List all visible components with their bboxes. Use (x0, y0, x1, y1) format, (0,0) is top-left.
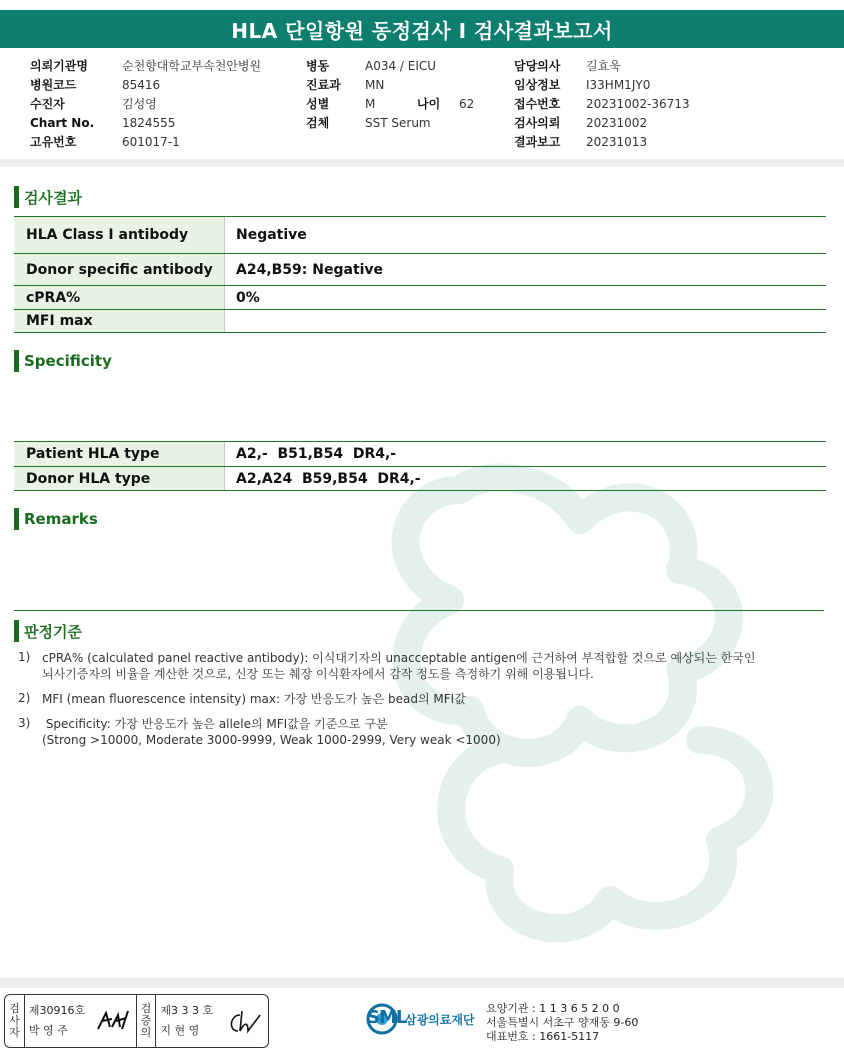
label-ward: 병동 (306, 59, 330, 73)
header-divider (0, 159, 844, 167)
label-char: 증 (140, 1014, 152, 1027)
row-value: A2,- B51,B54 DR4,- (236, 446, 397, 462)
label-char: 자 (9, 1026, 20, 1039)
label-patient: 수진자 (30, 97, 65, 111)
section-criteria (14, 620, 82, 642)
verifier-license: 제3 3 3 호 (160, 1004, 214, 1017)
section-criteria-title: 판정기준 (24, 622, 82, 641)
row-label: MFI max (14, 310, 225, 332)
section-marker (14, 508, 19, 530)
label-char: 검 (140, 1002, 152, 1015)
table-row (14, 217, 826, 254)
label-char: 사 (9, 1014, 20, 1027)
logo-text: SML (367, 1007, 407, 1028)
verifier-cell (156, 995, 268, 1047)
section-specificity (14, 350, 112, 372)
label-sex: 성별 (306, 97, 330, 111)
item-text: Specificity: 가장 반응도가 높은 allele의 MFI값을 기준으로 구분 (42, 717, 388, 731)
label-hospital-code: 병원코드 (30, 78, 77, 92)
org-code: 요양기관 : 1 1 3 6 5 2 0 0 (486, 1002, 620, 1015)
section-marker (14, 186, 19, 208)
row-label: Donor specific antibody (14, 254, 225, 285)
item-text: 뇌사기증자의 비율을 계산한 것으로, 신장 또는 췌장 이식환자에서 감작 정도를 측정하기 위해 이용됩니다. (42, 667, 594, 681)
inspector-cell (25, 995, 137, 1047)
org-info (486, 1002, 638, 1044)
signature-icon (226, 1009, 262, 1035)
org-phone: 대표번호 : 1661-5117 (486, 1030, 600, 1043)
label-chart-no: Chart No. (30, 115, 95, 130)
criteria-divider (14, 610, 824, 611)
verifier-label (137, 995, 157, 1047)
table-row (14, 467, 826, 491)
signature-box (4, 994, 269, 1048)
table-row (14, 442, 826, 467)
label-unique-no: 고유번호 (30, 135, 77, 149)
value-receipt-no: 20231002-36713 (586, 96, 690, 111)
value-department: MN (365, 77, 385, 92)
table-row (14, 254, 826, 286)
list-item (18, 691, 818, 707)
sml-logo (365, 1002, 475, 1036)
value-hospital-code: 85416 (122, 77, 161, 92)
row-value: A2,A24 B59,B54 DR4,- (236, 470, 421, 487)
patient-info-col1 (30, 56, 261, 151)
item-number: 1) (18, 650, 31, 664)
row-label: HLA Class I antibody (14, 217, 225, 253)
patient-info-col2 (306, 56, 474, 132)
row-label: Patient HLA type (14, 442, 225, 466)
value-chart-no: 1824555 (122, 115, 176, 130)
footer-divider (0, 978, 844, 988)
label-request-date: 검사의뢰 (514, 116, 561, 130)
section-marker (14, 350, 19, 372)
label-report-date: 결과보고 (514, 135, 561, 149)
item-number: 2) (18, 691, 31, 705)
org-address: 서울특별시 서초구 양재동 9-60 (486, 1016, 639, 1029)
value-specimen: SST Serum (365, 115, 431, 130)
label-char: 의 (140, 1026, 152, 1039)
value-ward: A034 / EICU (365, 58, 437, 73)
section-results-title: 검사결과 (24, 188, 82, 207)
label-age: 나이 (417, 97, 441, 111)
label-institution: 의뢰기관명 (30, 59, 88, 73)
logo-korean: 삼광의료재단 (405, 1012, 475, 1027)
row-value: Negative (236, 227, 307, 243)
row-value: 0% (236, 289, 260, 306)
criteria-list (18, 650, 818, 757)
section-specificity-title: Specificity (24, 352, 112, 370)
value-report-date: 20231013 (586, 134, 648, 149)
value-request-date: 20231002 (586, 115, 648, 130)
label-char: 검 (9, 1002, 20, 1015)
row-label: cPRA% (14, 286, 225, 309)
verifier-name: 지 현 영 (160, 1024, 200, 1037)
label-specimen: 검체 (306, 116, 330, 130)
signature-icon (96, 1009, 130, 1033)
label-department: 진료과 (306, 78, 341, 92)
value-doctor: 길효욱 (586, 59, 621, 73)
patient-info-col3 (514, 56, 690, 151)
section-remarks (14, 508, 98, 530)
item-number: 3) (18, 716, 31, 730)
hla-type-table (14, 441, 826, 491)
report-title: HLA 단일항원 동정검사 I 검사결과보고서 (0, 10, 844, 48)
value-unique-no: 601017-1 (122, 134, 180, 149)
results-table (14, 216, 826, 333)
list-item (18, 650, 818, 682)
inspector-license: 제30916호 (28, 1004, 86, 1017)
inspector-name: 박 영 주 (28, 1024, 68, 1037)
inspector-label (5, 995, 25, 1047)
value-sex: M (365, 96, 376, 111)
table-row (14, 286, 826, 310)
label-doctor: 담당의사 (514, 59, 561, 73)
value-clinical-info: I33HM1JY0 (586, 77, 651, 92)
section-remarks-title: Remarks (24, 510, 98, 528)
section-results (14, 186, 82, 208)
row-value: A24,B59: Negative (236, 261, 384, 278)
value-institution: 순천향대학교부속천안병원 (122, 59, 262, 73)
label-clinical-info: 임상정보 (514, 78, 561, 92)
table-row (14, 310, 826, 333)
value-age: 62 (459, 96, 475, 111)
row-label: Donor HLA type (14, 467, 225, 490)
label-receipt-no: 접수번호 (514, 97, 561, 111)
item-text: MFI (mean fluorescence intensity) max: 가장 반응도가 높은 bead의 MFI값 (42, 692, 466, 706)
value-patient: 김성영 (122, 97, 157, 111)
row-value (225, 310, 826, 332)
item-text: cPRA% (calculated panel reactive antibody): 이식대기자의 unacceptable antigen에 근거하여 부적합할 것으로 예상되는 한국인 (42, 651, 756, 665)
item-text: (Strong >10000, Moderate 3000-9999, Weak 1000-2999, Very weak <1000) (42, 733, 501, 747)
section-marker (14, 620, 19, 642)
list-item (18, 716, 818, 748)
